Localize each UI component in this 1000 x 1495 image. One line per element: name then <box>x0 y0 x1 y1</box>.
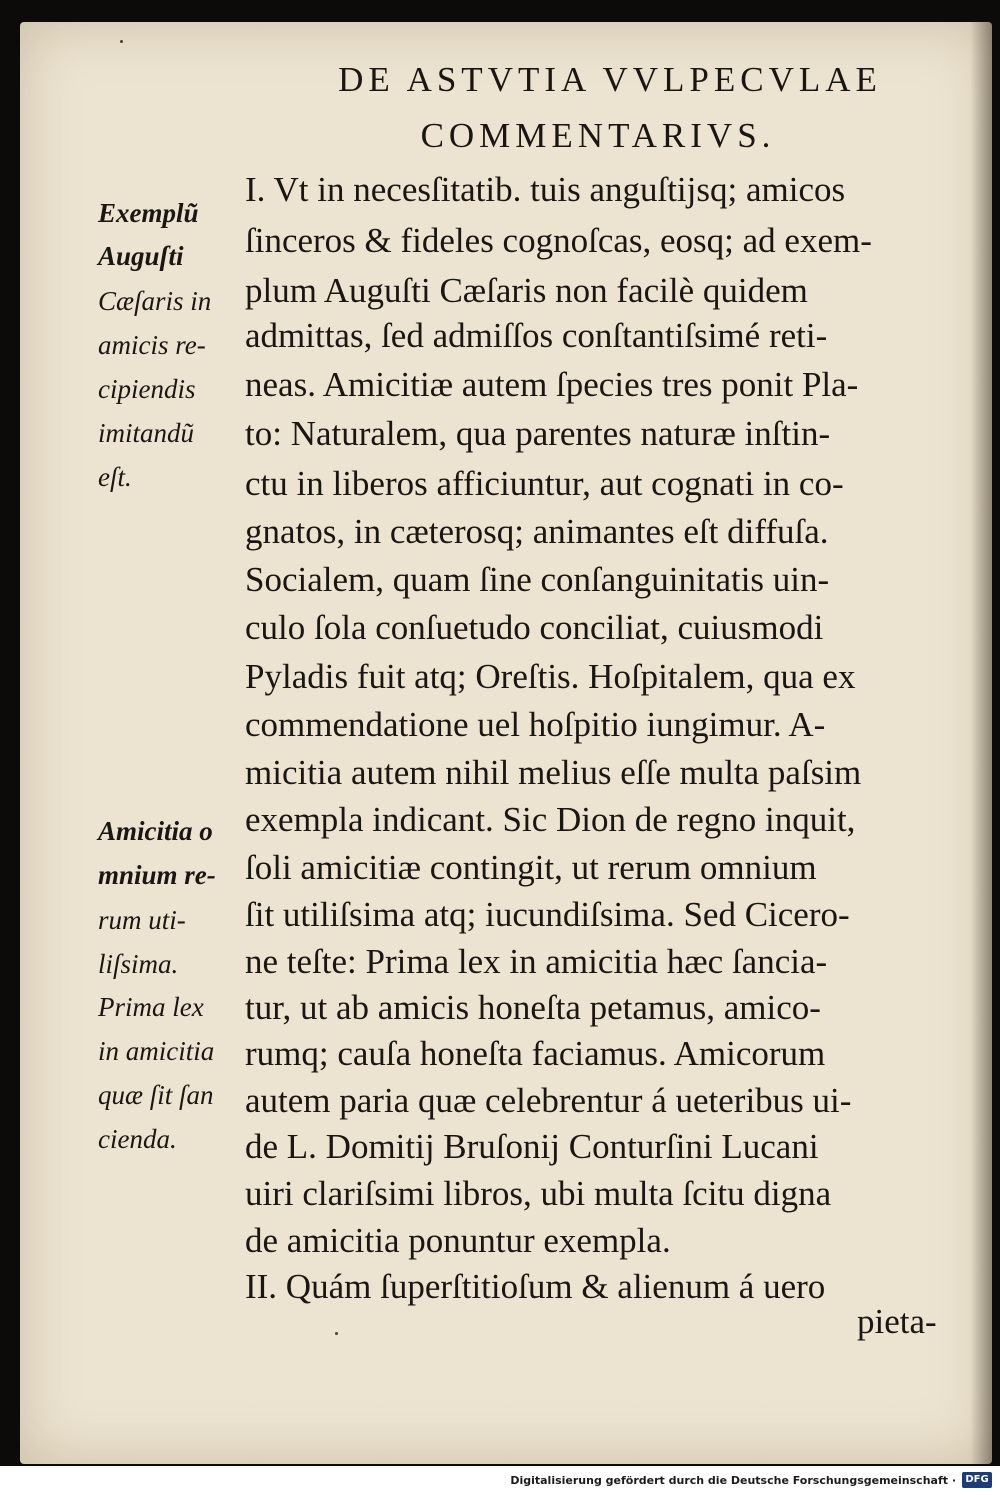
text-line: Socialem, quam ſine conſanguinitatis uin- <box>245 560 830 599</box>
running-title: DE ASTVTIA VVLPECVLAE <box>338 60 882 99</box>
text-line: uiri clariſsimi libros, ubi multa ſcitu digna <box>245 1174 832 1213</box>
text-line: ctu in liberos afficiuntur, aut cognati in co- <box>245 464 844 503</box>
running-title-subtitle: COMMENTARIVS. <box>420 116 776 155</box>
text-line: neas. Amicitiæ autem ſpecies tres ponit Pla- <box>245 365 859 404</box>
text-line: plum Auguſti Cæſaris non facilè quidem <box>245 271 808 310</box>
margin-note-line: amicis re- <box>98 330 206 360</box>
page-spine-shadow <box>970 22 992 1464</box>
text-line: de amicitia ponuntur exempla. <box>245 1221 671 1260</box>
margin-note-line: Amicitia o <box>98 816 213 846</box>
margin-note-line: eſt. <box>98 462 132 492</box>
text-line: ſinceros & fideles cognoſcas, eosq; ad exem- <box>245 221 872 260</box>
margin-note-line: rum uti- <box>98 905 186 935</box>
text-line: autem paria quæ celebrentur á ueteribus ui- <box>245 1081 852 1120</box>
catchword: pieta- <box>857 1302 937 1341</box>
text-line: tur, ut ab amicis honeſta petamus, amico- <box>245 988 821 1027</box>
dfg-logo: DFG <box>962 1472 992 1488</box>
margin-note-line: cipiendis <box>98 374 196 404</box>
footer-credit-text: Digitalisierung gefördert durch die Deutsche Forschungsgemeinschaft · <box>510 1474 956 1487</box>
text-line: rumq; cauſa honeſta faciamus. Amicorum <box>245 1034 826 1073</box>
margin-note-line: Auguſti <box>98 241 184 271</box>
text-line: ne teſte: Prima lex in amicitia hæc ſancia- <box>245 942 828 981</box>
margin-note-line: quæ ſit ſan <box>98 1080 214 1110</box>
text-line: exempla indicant. Sic Dion de regno inquit, <box>245 800 856 839</box>
text-line: gnatos, in cæterosq; animantes eſt diffuſa. <box>245 512 829 551</box>
margin-note-line: liſsima. <box>98 949 179 979</box>
text-line: I. Vt in necesſitatib. tuis anguſtijsq; amicos <box>245 170 846 209</box>
text-line: ſit utiliſsima atq; iucundiſsima. Sed Cicero- <box>245 895 850 934</box>
paper-speck <box>335 1332 338 1335</box>
margin-note-line: imitandũ <box>98 418 195 448</box>
text-line: culo ſola conſuetudo conciliat, cuiusmodi <box>245 608 824 647</box>
text-line: micitia autem nihil melius eſſe multa paſsim <box>245 753 862 792</box>
text-line: Pyladis fuit atq; Oreſtis. Hoſpitalem, qua ex <box>245 657 856 696</box>
margin-note-line: cienda. <box>98 1124 177 1154</box>
digitization-footer <box>0 1466 1000 1495</box>
text-line: admittas, ſed admiſſos conſtantiſsimé reti- <box>245 316 828 355</box>
text-line: de L. Domitij Bruſonij Conturſini Lucani <box>245 1127 819 1166</box>
book-page <box>20 22 992 1464</box>
margin-note-line: in amicitia <box>98 1036 215 1066</box>
text-line: to: Naturalem, qua parentes naturæ inſtin- <box>245 414 831 453</box>
margin-note-line: Cæſaris in <box>98 286 212 316</box>
paper-speck <box>120 40 123 43</box>
text-line: II. Quám ſuperſtitioſum & alienum á uero <box>245 1267 826 1306</box>
margin-note-line: Prima lex <box>98 992 204 1022</box>
text-line: ſoli amicitiæ contingit, ut rerum omnium <box>245 848 817 887</box>
margin-note-line: mnium re- <box>98 860 216 890</box>
margin-note-line: Exemplũ <box>98 198 199 228</box>
text-line: commendatione uel hoſpitio iungimur. A- <box>245 705 826 744</box>
